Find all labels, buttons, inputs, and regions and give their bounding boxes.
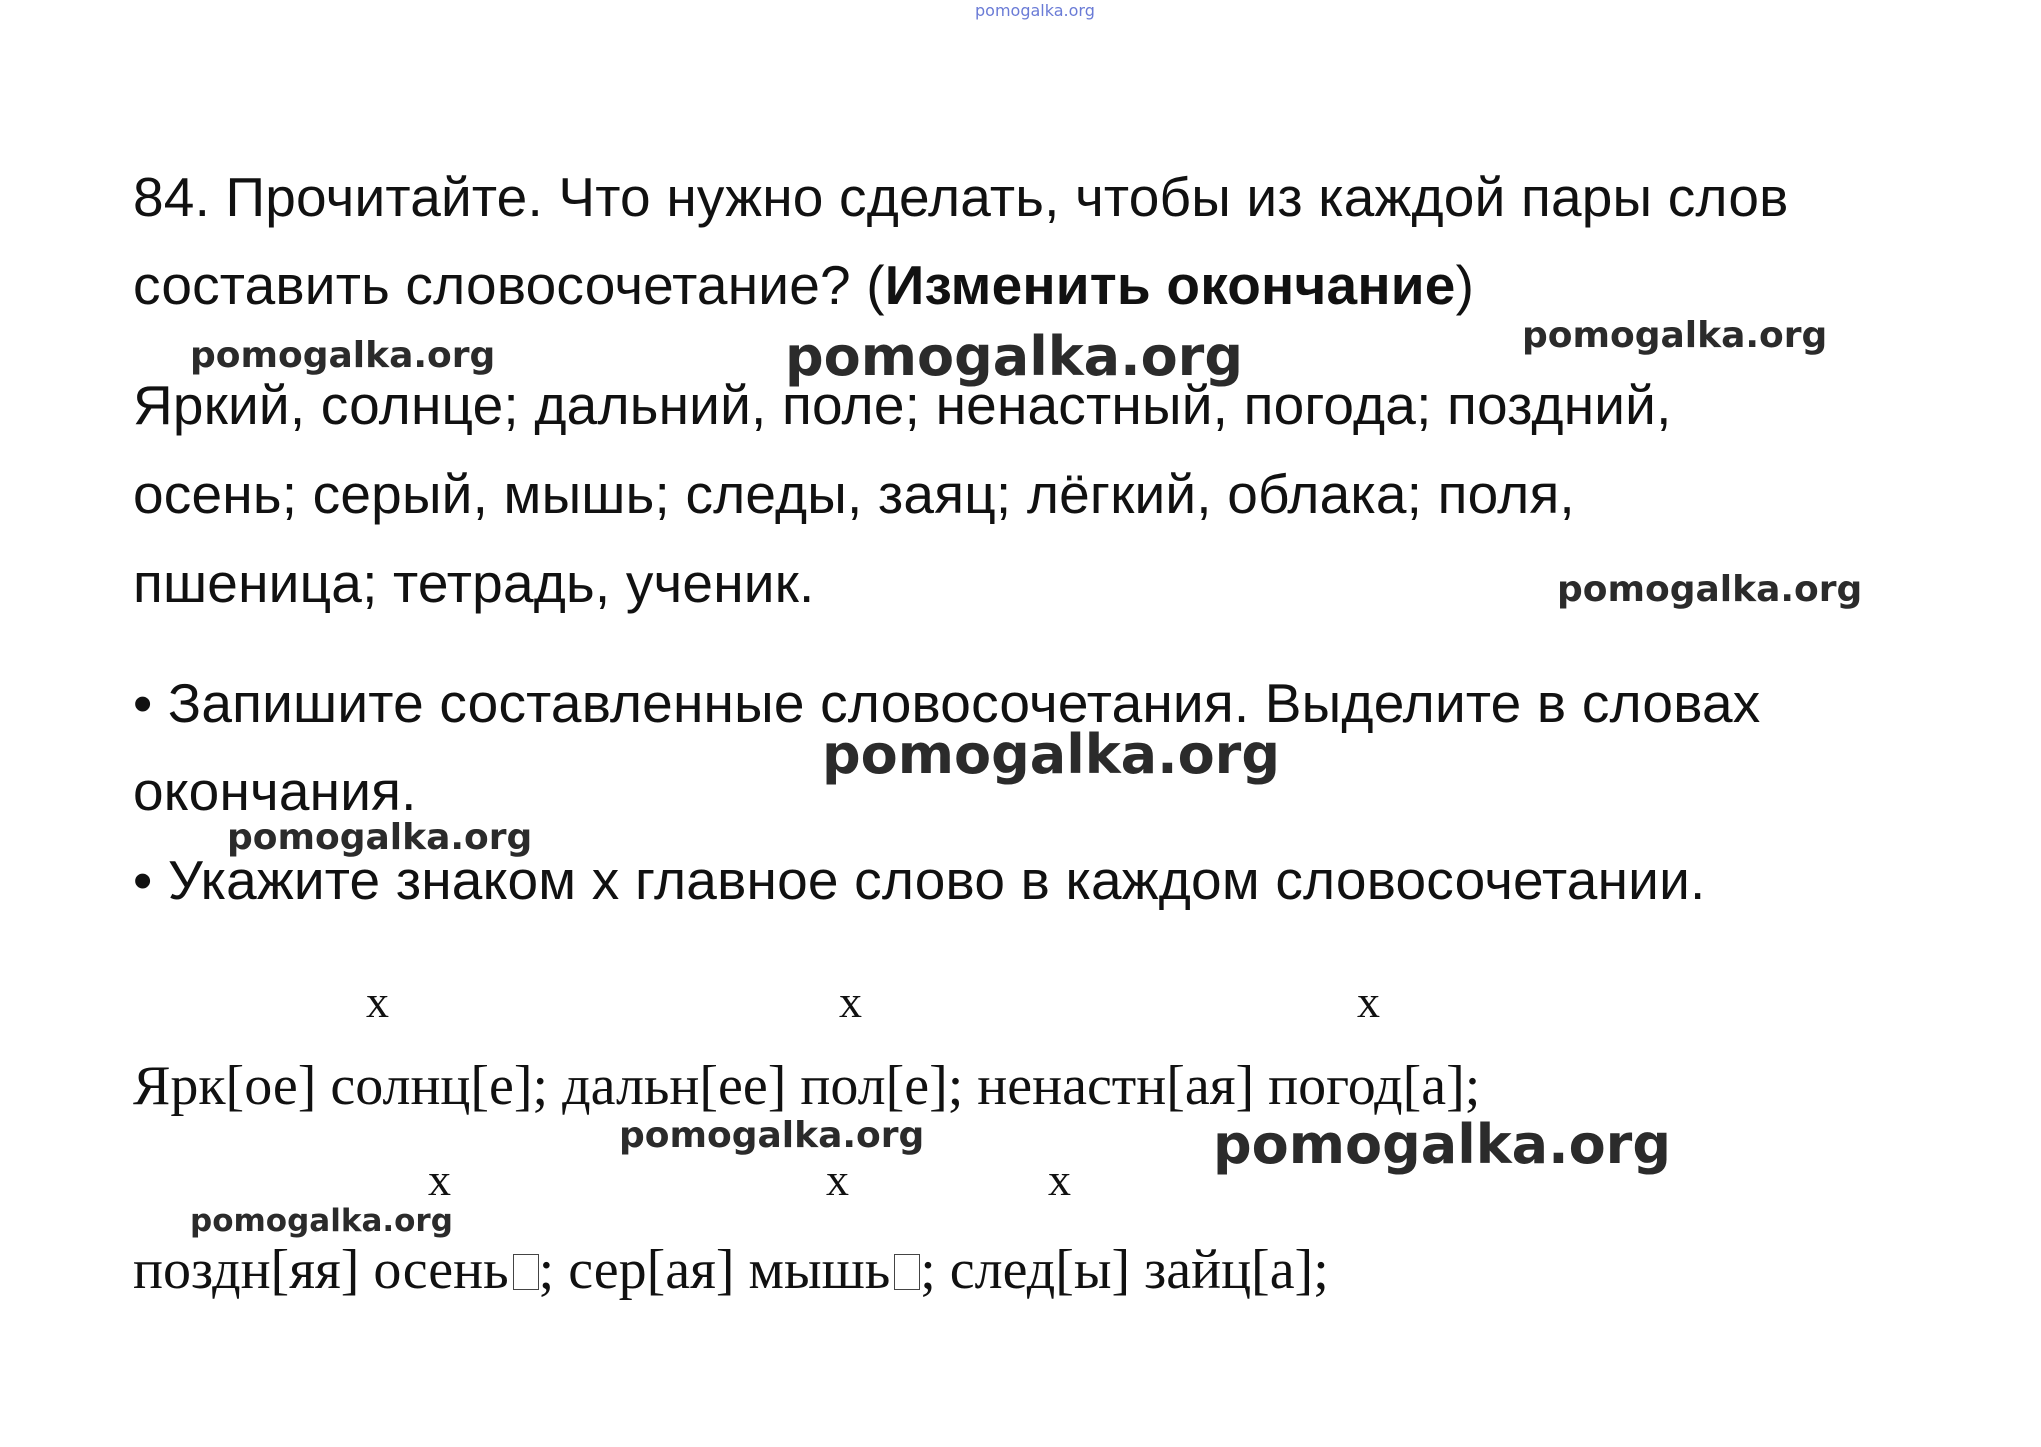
- task-answer-bold: Изменить окончание: [884, 254, 1456, 316]
- main-word-mark: x: [366, 976, 389, 1027]
- zero-ending-box: [894, 1254, 920, 1290]
- instruction-1-line-1: • Запишите составленные словосочетания. Выделите в словах: [133, 672, 1761, 734]
- task-line-2-prefix: составить словосочетание? (: [133, 254, 885, 316]
- answer-line-2-part-2: ; сер[ая] мышь: [538, 1239, 891, 1301]
- word-pairs-line-1: Яркий, солнце; дальний, поле; ненастный, погода; поздний,: [133, 374, 1672, 436]
- task-line-2-suffix: ): [1455, 254, 1475, 316]
- watermark: pomogalka.org: [785, 325, 1243, 388]
- instruction-2: • Укажите знаком х главное слово в каждом словосочетании.: [133, 849, 1706, 911]
- answer-line-1: Ярк[ое] солнц[е]; дальн[ее] пол[е]; ненастн[ая] погод[а];: [133, 1055, 1481, 1117]
- watermark: pomogalka.org: [1557, 569, 1863, 610]
- main-word-mark: x: [1048, 1154, 1071, 1205]
- answer-line-2: [133, 1239, 1329, 1301]
- watermark: pomogalka.org: [822, 723, 1280, 786]
- word-pairs-line-3: пшеница; тетрадь, ученик.: [133, 552, 815, 614]
- task-line-2: [133, 254, 1475, 316]
- watermark-top: pomogalka.org: [975, 1, 1095, 20]
- watermark: pomogalka.org: [190, 1203, 453, 1239]
- answer-line-2-part-3: ; след[ы] зайц[а];: [920, 1239, 1329, 1301]
- zero-ending-box: [513, 1254, 539, 1290]
- word-pairs-line-2: осень; серый, мышь; следы, заяц; лёгкий, облака; поля,: [133, 463, 1575, 525]
- watermark: pomogalka.org: [227, 817, 533, 858]
- watermark: pomogalka.org: [190, 335, 496, 376]
- answer-line-2-part-1: поздн[яя] осень: [133, 1239, 509, 1301]
- main-word-mark: x: [428, 1154, 451, 1205]
- main-word-mark: x: [1357, 976, 1380, 1027]
- watermark: pomogalka.org: [619, 1115, 925, 1156]
- watermark: pomogalka.org: [1213, 1113, 1671, 1176]
- main-word-mark: x: [839, 976, 862, 1027]
- main-word-mark: x: [826, 1154, 849, 1205]
- task-line-1: 84. Прочитайте. Что нужно сделать, чтобы из каждой пары слов: [133, 166, 1789, 228]
- watermark: pomogalka.org: [1522, 315, 1828, 356]
- instruction-1-line-2: окончания.: [133, 760, 417, 822]
